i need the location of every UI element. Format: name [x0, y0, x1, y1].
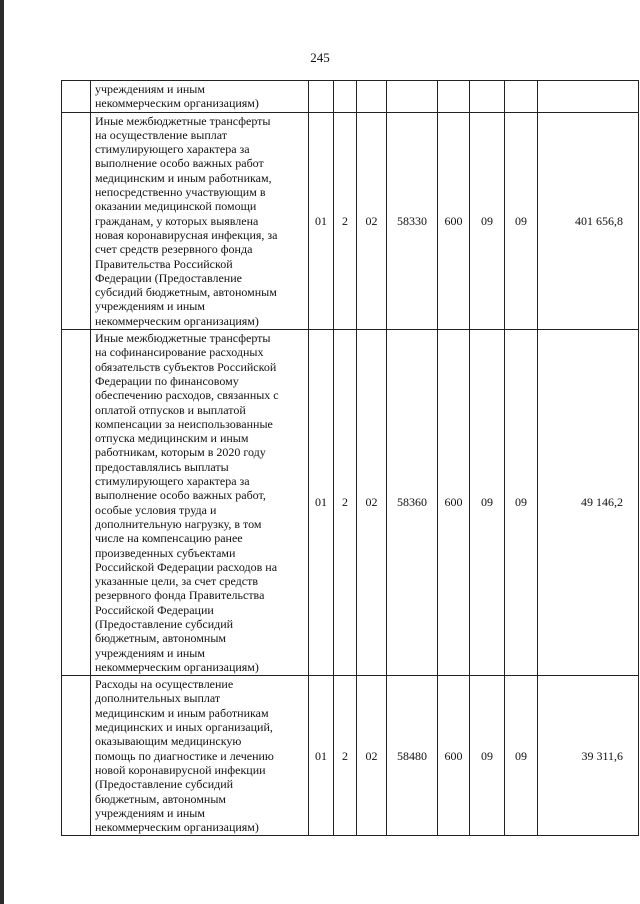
table-row: [62, 112, 639, 329]
description-line: медицинским и иным работникам,: [95, 170, 272, 185]
description-line: новой коронавирусной инфекции: [95, 762, 266, 777]
description-line: счет средств резервного фонда: [95, 242, 253, 257]
description-line: Правительства Российской: [95, 256, 233, 271]
description-line: обеспечению расходов, связанных с: [95, 388, 279, 403]
description-line: медицинских и иных организаций,: [95, 720, 273, 735]
description-line: некоммерческим организациям): [95, 313, 259, 328]
program-code-cell: [309, 81, 334, 113]
description-line: особые условия труда и: [95, 502, 217, 517]
program-code-cell: 01: [309, 330, 334, 676]
description-line: стимулирующего характера за: [95, 142, 250, 157]
expense-type-cell: 600: [438, 112, 470, 329]
section-cell: 09: [470, 676, 505, 836]
subprogram-code-cell: 2: [334, 676, 357, 836]
expense-type-cell: 600: [438, 676, 470, 836]
amount-cell: 401 656,8: [538, 112, 639, 329]
description-line: учреждениям и иным: [95, 299, 205, 314]
description-line: отпуска медицинским и иным: [95, 431, 249, 446]
description-line: Иные межбюджетные трансферты: [95, 113, 271, 128]
description-line: Расходы на осуществление: [95, 677, 234, 692]
description-line: Иные межбюджетные трансферты: [95, 331, 271, 346]
subprogram-code-cell: 2: [334, 330, 357, 676]
direction-code-cell: 58360: [387, 330, 438, 676]
row-number-cell: [62, 676, 91, 836]
subprogram-code-cell: [334, 81, 357, 113]
description-line: предоставлялись выплаты: [95, 459, 229, 474]
row-number-cell: [62, 330, 91, 676]
main-event-code-cell: 02: [357, 112, 387, 329]
description-line: дополнительных выплат: [95, 691, 221, 706]
description-line: помощь по диагностике и лечению: [95, 748, 274, 763]
subsection-cell: 09: [505, 112, 538, 329]
table-row: [62, 676, 639, 836]
subprogram-code-cell: 2: [334, 112, 357, 329]
budget-table: [61, 80, 639, 836]
description-line: резервного фонда Правительства: [95, 588, 265, 603]
description-line: (Предоставление субсидий: [95, 777, 234, 792]
row-number-cell: [62, 81, 91, 113]
subsection-cell: 09: [505, 330, 538, 676]
description-line: бюджетным, автономным: [95, 631, 226, 646]
description-line: произведенных субъектами: [95, 545, 236, 560]
description-cell: [91, 112, 309, 329]
description-line: указанные цели, за счет средств: [95, 574, 259, 589]
description-cell: [91, 330, 309, 676]
section-cell: 09: [470, 112, 505, 329]
description-line: на софинансирование расходных: [95, 345, 264, 360]
description-line: на осуществление выплат: [95, 127, 228, 142]
section-cell: [470, 81, 505, 113]
amount-cell: [538, 81, 639, 113]
description-line: оказании медицинской помощи: [95, 199, 257, 214]
program-code-cell: 01: [309, 676, 334, 836]
description-line: Российской Федерации: [95, 602, 214, 617]
description-line: субсидий бюджетным, автономным: [95, 285, 277, 300]
description-line: учреждениям и иным: [95, 645, 205, 660]
description-line: числе на компенсацию ранее: [95, 531, 243, 546]
description-line: компенсации за неиспользованные: [95, 416, 273, 431]
description-line: учреждениям и иным: [95, 82, 205, 96]
expense-type-cell: 600: [438, 330, 470, 676]
amount-cell: 49 146,2: [538, 330, 639, 676]
description-line: Федерации по финансовому: [95, 373, 239, 388]
table-row: [62, 81, 639, 113]
description-line: учреждениям и иным: [95, 805, 205, 820]
description-line: оплатой отпусков и выплатой: [95, 402, 246, 417]
main-event-code-cell: [357, 81, 387, 113]
description-cell: [91, 81, 309, 113]
table-row: [62, 330, 639, 676]
direction-code-cell: 58330: [387, 112, 438, 329]
description-line: непосредственно участвующим в: [95, 185, 266, 200]
description-line: Российской Федерации расходов на: [95, 559, 278, 574]
description-line: стимулирующего характера за: [95, 474, 250, 489]
expense-type-cell: [438, 81, 470, 113]
description-line: (Предоставление субсидий: [95, 616, 234, 631]
description-line: дополнительную нагрузку, в том: [95, 516, 262, 531]
row-number-cell: [62, 112, 91, 329]
scan-edge: [0, 0, 4, 904]
direction-code-cell: 58480: [387, 676, 438, 836]
description-line: оказывающим медицинскую: [95, 734, 242, 749]
main-event-code-cell: 02: [357, 330, 387, 676]
direction-code-cell: [387, 81, 438, 113]
description-line: обязательств субъектов Российской: [95, 359, 277, 374]
description-line: выполнение особо важных работ,: [95, 488, 266, 503]
description-line: бюджетным, автономным: [95, 791, 226, 806]
main-event-code-cell: 02: [357, 676, 387, 836]
description-line: некоммерческим организациям): [95, 820, 259, 835]
description-cell: [91, 676, 309, 836]
subsection-cell: 09: [505, 676, 538, 836]
description-line: работникам, которым в 2020 году: [95, 445, 266, 460]
amount-cell: 39 311,6: [538, 676, 639, 836]
description-line: медицинским и иным работникам: [95, 705, 269, 720]
description-line: Федерации (Предоставление: [95, 270, 242, 285]
page-number: 245: [310, 50, 330, 65]
section-cell: 09: [470, 330, 505, 676]
description-line: гражданам, у которых выявлена: [95, 213, 259, 228]
description-line: некоммерческим организациям): [95, 96, 259, 111]
description-line: выполнение особо важных работ: [95, 156, 264, 171]
subsection-cell: [505, 81, 538, 113]
description-line: новая коронавирусная инфекция, за: [95, 227, 278, 242]
program-code-cell: 01: [309, 112, 334, 329]
description-line: некоммерческим организациям): [95, 659, 259, 674]
